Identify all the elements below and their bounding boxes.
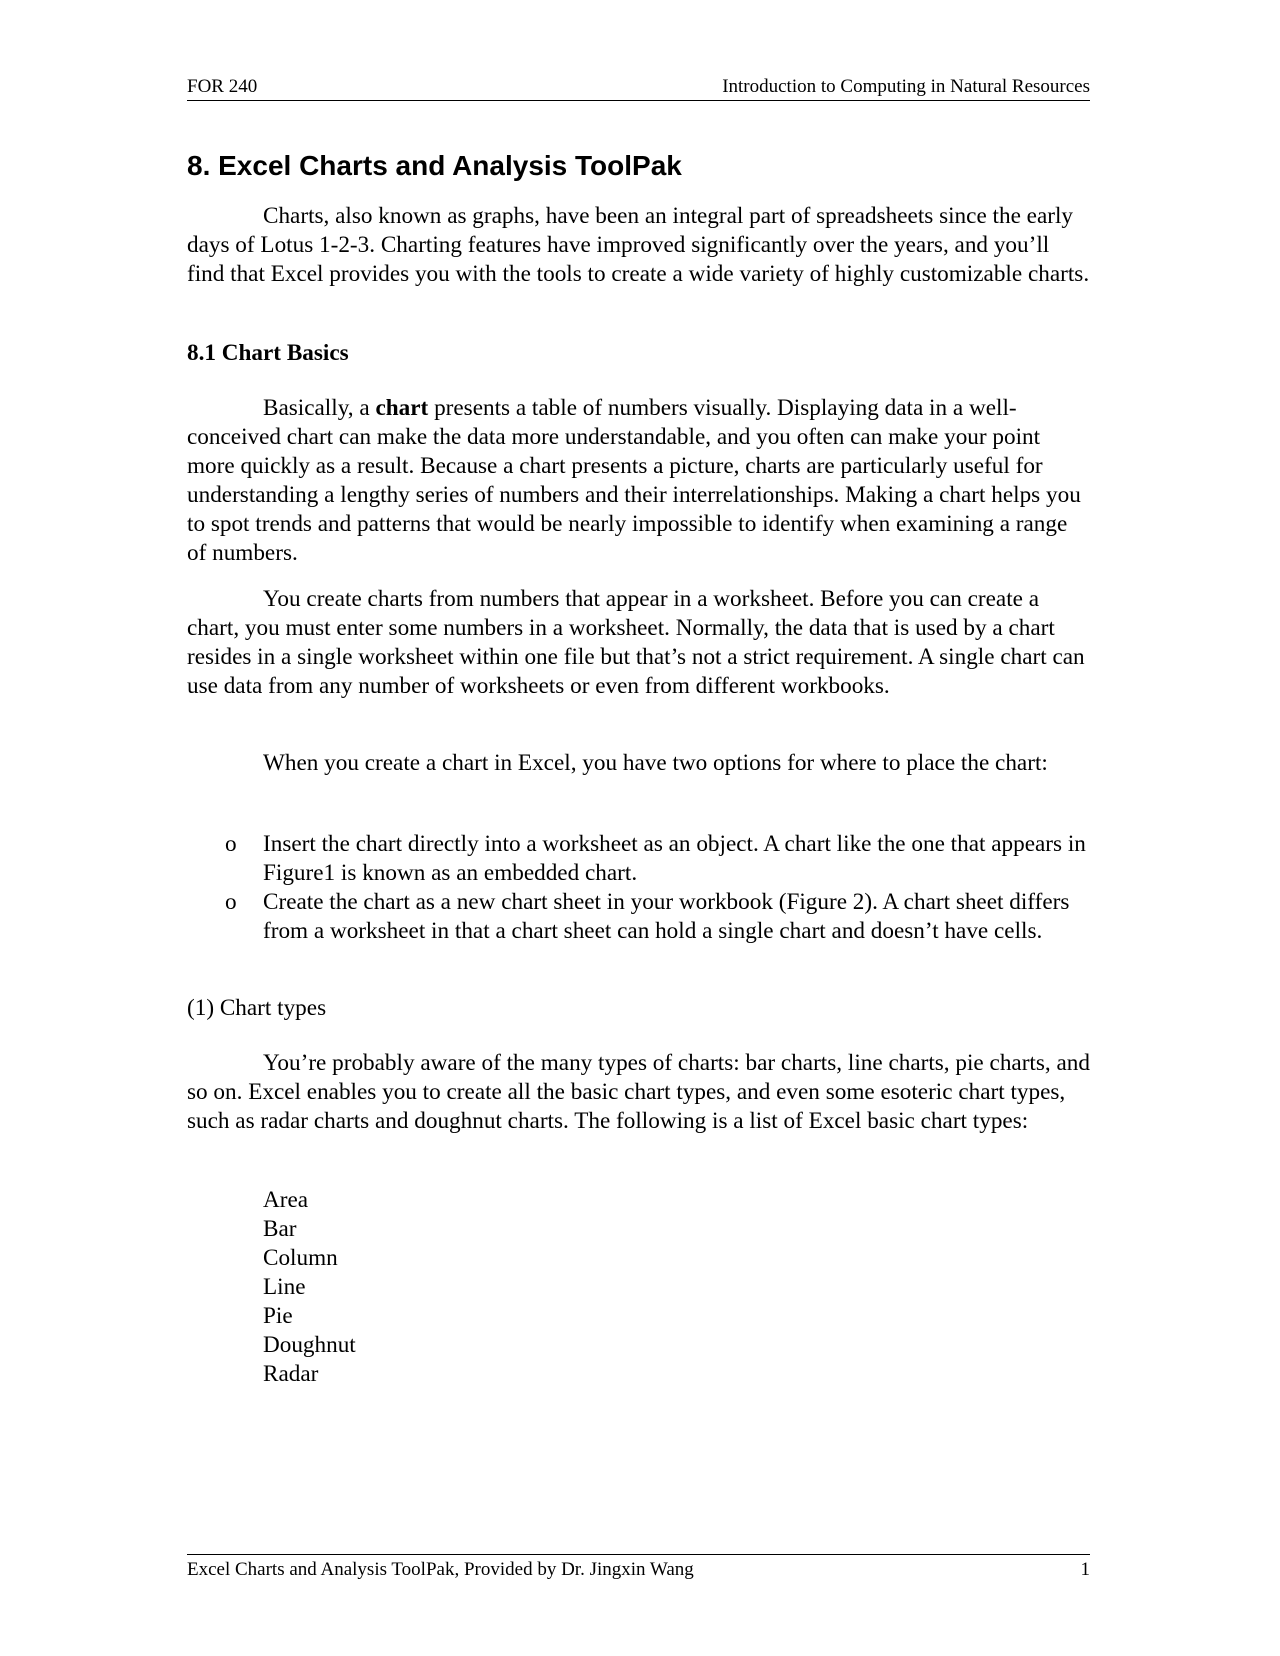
bullet-text: Create the chart as a new chart sheet in your workbook (Figure 2). A chart sheet differs from a worksheet in that a chart sheet can hold a single chart and doesn’t have cells. (263, 889, 1070, 944)
footer-text: Excel Charts and Analysis ToolPak, Provided by Dr. Jingxin Wang (187, 1559, 694, 1580)
running-header (187, 72, 1090, 101)
list-item: Area (263, 1187, 309, 1213)
course-title: Introduction to Computing in Natural Resources (722, 76, 1090, 97)
chart-definition-body: presents a table of numbers visually. Displaying data in a well-conceived chart can make the data more understandable, and you often can make your point more quickly as a result. Because a chart presents a picture, charts are particularly useful for understanding a lengthy series of numbers and their interrelationships. Making a chart helps you to spot trends and patterns that would be nearly impossible to identify when examining a range of numbers. (187, 395, 1081, 566)
chart-definition-lead: Basically, a (263, 395, 376, 421)
chart-types-list (263, 1186, 356, 1389)
list-item: Doughnut (263, 1332, 356, 1358)
chapter-title: 8. Excel Charts and Analysis ToolPak (187, 150, 682, 181)
list-item: Line (263, 1274, 306, 1300)
list-item: Bar (263, 1216, 297, 1242)
list-item: Pie (263, 1303, 293, 1329)
page-number: 1 (1080, 1559, 1090, 1580)
running-footer (187, 1554, 1090, 1585)
list-item: Column (263, 1245, 338, 1271)
section-heading-chart-basics: 8.1 Chart Basics (187, 340, 349, 366)
intro-paragraph: Charts, also known as graphs, have been an integral part of spreadsheets since the early days of Lotus 1-2-3. Charting features have improved significantly over the years, and you’ll find that Excel provides you with the tools to create a wide variety of highly customizable charts. (187, 203, 1090, 287)
placement-options-paragraph: When you create a chart in Excel, you have two options for where to place the chart: (263, 750, 1048, 776)
course-code: FOR 240 (187, 76, 258, 97)
list-item (187, 830, 1090, 888)
bullet-marker: o (225, 889, 237, 915)
bullet-text: Insert the chart directly into a worksheet as an object. A chart like the one that appears in Figure1 is known as an embedded chart. (263, 831, 1086, 886)
chart-definition-paragraph (187, 394, 1090, 568)
list-item: Radar (263, 1361, 319, 1387)
chart-types-paragraph: You’re probably aware of the many types of charts: bar charts, line charts, pie charts, and so on. Excel enables you to create all the basic chart types, and even some esoteric chart types, such as radar charts and doughnut charts. The following is a list of Excel basic chart types: (187, 1050, 1090, 1134)
placement-options-list (187, 830, 1090, 946)
worksheet-data-paragraph: You create charts from numbers that appear in a worksheet. Before you can create a chart, you must enter some numbers in a worksheet. Normally, the data that is used by a chart resides in a single worksheet within one file but that’s not a strict requirement. A single chart can use data from any number of worksheets or even from different workbooks. (187, 586, 1085, 699)
list-item (187, 888, 1090, 946)
document-page (187, 0, 1090, 1656)
chart-term: chart (375, 395, 429, 421)
bullet-marker: o (225, 831, 237, 857)
chart-types-heading: (1) Chart types (187, 995, 327, 1021)
